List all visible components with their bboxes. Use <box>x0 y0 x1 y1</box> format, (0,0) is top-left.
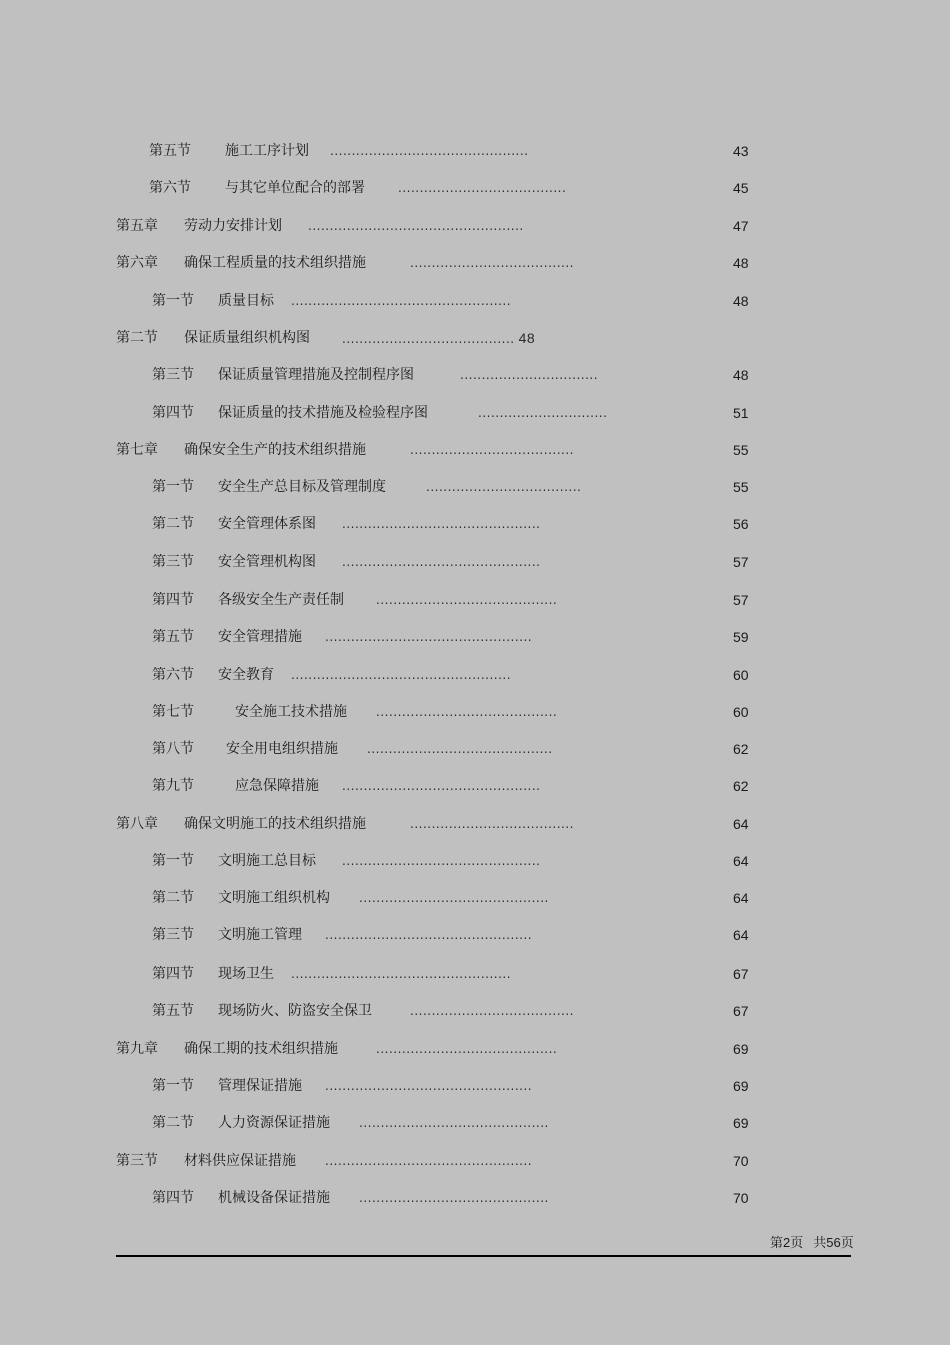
toc-page-number: 56 <box>733 516 749 532</box>
toc-section-title: 与其它单位配合的部署 <box>225 180 365 196</box>
toc-entry <box>4 850 946 872</box>
toc-entry <box>4 290 946 312</box>
toc-section-number: 第八章 <box>116 816 158 832</box>
toc-section-title: 现场卫生 <box>218 966 274 982</box>
toc-section-number: 第四节 <box>152 1190 194 1206</box>
toc-entry <box>4 589 946 611</box>
toc-section-title: 劳动力安排计划 <box>184 218 282 234</box>
toc-dot-leader: .......................................... <box>376 593 558 607</box>
toc-page-number: 60 <box>733 704 749 720</box>
toc-section-title: 安全教育 <box>218 667 274 683</box>
toc-entry <box>4 1075 946 1097</box>
toc-section-number: 第六节 <box>152 667 194 683</box>
toc-section-number: 第七章 <box>116 442 158 458</box>
toc-section-number: 第五章 <box>116 218 158 234</box>
toc-section-number: 第二节 <box>152 890 194 906</box>
page-footer <box>770 1232 864 1251</box>
toc-section-number: 第一节 <box>152 853 194 869</box>
toc-page-number: 43 <box>733 143 749 159</box>
toc-page-number: 48 <box>733 367 749 383</box>
toc-section-title: 文明施工总目标 <box>218 853 316 869</box>
toc-section-title: 材料供应保证措施 <box>184 1153 296 1169</box>
toc-dot-leader: ............................................ <box>359 1116 549 1130</box>
toc-dot-leader: ................................................ <box>325 630 533 644</box>
toc-dot-leader: .............................................. <box>342 779 541 793</box>
page-number: 第2页 <box>770 1235 804 1250</box>
toc-entry <box>4 701 946 723</box>
toc-entry <box>4 252 946 274</box>
toc-page-number: 48 <box>733 293 749 309</box>
toc-section-title: 机械设备保证措施 <box>218 1190 330 1206</box>
toc-page-number: 69 <box>733 1115 749 1131</box>
toc-section-title: 保证质量的技术措施及检验程序图 <box>218 405 428 421</box>
toc-page-number: 62 <box>733 778 749 794</box>
toc-section-number: 第一节 <box>152 1078 194 1094</box>
toc-page-number: 59 <box>733 629 749 645</box>
toc-page-number: 48 <box>733 255 749 271</box>
toc-entry <box>4 1000 946 1022</box>
toc-page-number: 57 <box>733 592 749 608</box>
toc-section-title: 文明施工管理 <box>218 927 302 943</box>
total-pages: 共56页 <box>813 1235 854 1250</box>
toc-entry <box>4 626 946 648</box>
toc-page-number: 69 <box>733 1041 749 1057</box>
document-page <box>4 4 946 1340</box>
toc-entry <box>4 1112 946 1134</box>
toc-section-title: 确保文明施工的技术组织措施 <box>184 816 366 832</box>
toc-dot-leader: ................................................ <box>325 928 533 942</box>
toc-entry <box>4 513 946 535</box>
footer-rule <box>116 1255 851 1257</box>
toc-entry <box>4 476 946 498</box>
toc-entry <box>4 215 946 237</box>
toc-page-number: 64 <box>733 853 749 869</box>
toc-section-number: 第一节 <box>152 479 194 495</box>
toc-dot-leader: .................................... <box>426 480 582 494</box>
toc-section-title: 安全用电组织措施 <box>226 741 338 757</box>
toc-section-number: 第二节 <box>116 330 158 346</box>
toc-dot-leader: ................................................... <box>291 294 512 308</box>
toc-page-number: 45 <box>733 180 749 196</box>
toc-page-number: 67 <box>733 1003 749 1019</box>
toc-dot-leader: .............................................. <box>342 517 541 531</box>
toc-section-number: 第九节 <box>152 778 194 794</box>
toc-page-number: 48 <box>518 330 536 346</box>
toc-page-number: 51 <box>733 405 749 421</box>
toc-section-title: 确保安全生产的技术组织措施 <box>184 442 366 458</box>
toc-entry <box>4 924 946 946</box>
toc-entry <box>4 738 946 760</box>
toc-section-number: 第一节 <box>152 293 194 309</box>
toc-section-title: 人力资源保证措施 <box>218 1115 330 1131</box>
toc-section-number: 第三节 <box>116 1153 158 1169</box>
toc-section-title: 保证质量组织机构图 <box>184 330 310 346</box>
toc-dot-leader: ........................................ 48 <box>342 330 536 346</box>
toc-entry <box>4 327 946 349</box>
toc-section-title: 安全施工技术措施 <box>235 704 347 720</box>
toc-dot-leader: ...................................... <box>410 256 574 270</box>
toc-entry <box>4 664 946 686</box>
toc-entry <box>4 177 946 199</box>
toc-section-title: 安全管理体系图 <box>218 516 316 532</box>
toc-section-title: 施工工序计划 <box>225 143 309 159</box>
toc-entry <box>4 364 946 386</box>
toc-section-number: 第三节 <box>152 367 194 383</box>
toc-dot-leader: ...................................... <box>410 1004 574 1018</box>
toc-page-number: 69 <box>733 1078 749 1094</box>
toc-section-number: 第九章 <box>116 1041 158 1057</box>
toc-dot-leader: ................................................ <box>325 1154 533 1168</box>
toc-page-number: 70 <box>733 1153 749 1169</box>
toc-dot-leader: .......................................... <box>376 1042 558 1056</box>
toc-dot-leader: .......................................... <box>376 705 558 719</box>
toc-dot-leader: ........................................... <box>367 742 553 756</box>
toc-section-title: 确保工程质量的技术组织措施 <box>184 255 366 271</box>
toc-section-number: 第八节 <box>152 741 194 757</box>
toc-entry <box>4 963 946 985</box>
toc-page-number: 55 <box>733 479 749 495</box>
toc-page-number: 70 <box>733 1190 749 1206</box>
toc-section-number: 第四节 <box>152 592 194 608</box>
toc-dot-leader: .............................................. <box>330 144 529 158</box>
toc-dot-leader: ................................ <box>460 368 599 382</box>
toc-page-number: 64 <box>733 890 749 906</box>
toc-entry <box>4 775 946 797</box>
toc-section-number: 第四节 <box>152 405 194 421</box>
toc-section-title: 文明施工组织机构 <box>218 890 330 906</box>
toc-page-number: 62 <box>733 741 749 757</box>
toc-section-number: 第七节 <box>152 704 194 720</box>
toc-dot-leader: .............................................. <box>342 854 541 868</box>
toc-dot-leader: .............................................. <box>342 555 541 569</box>
toc-section-number: 第六节 <box>149 180 191 196</box>
toc-dot-leader: ................................................... <box>291 668 512 682</box>
toc-section-title: 现场防火、防盗安全保卫 <box>218 1003 372 1019</box>
toc-dot-leader: .............................. <box>478 406 608 420</box>
toc-entry <box>4 1038 946 1060</box>
toc-section-title: 应急保障措施 <box>235 778 319 794</box>
toc-entry <box>4 140 946 162</box>
toc-entry <box>4 1150 946 1172</box>
toc-dot-leader: ................................................... <box>291 967 512 981</box>
toc-page-number: 64 <box>733 816 749 832</box>
toc-dot-leader: ................................................ <box>325 1079 533 1093</box>
toc-page-number: 57 <box>733 554 749 570</box>
toc-section-number: 第三节 <box>152 927 194 943</box>
toc-section-number: 第三节 <box>152 554 194 570</box>
toc-dot-leader: ............................................ <box>359 891 549 905</box>
toc-section-number: 第二节 <box>152 516 194 532</box>
toc-entry <box>4 439 946 461</box>
toc-dot-leader: ............................................ <box>359 1191 549 1205</box>
toc-page-number: 64 <box>733 927 749 943</box>
toc-dot-leader: ....................................... <box>398 181 567 195</box>
toc-entry <box>4 813 946 835</box>
toc-page-number: 60 <box>733 667 749 683</box>
toc-entry <box>4 551 946 573</box>
toc-page-number: 47 <box>733 218 749 234</box>
toc-entry <box>4 887 946 909</box>
toc-section-number: 第五节 <box>149 143 191 159</box>
toc-dot-leader: ...................................... <box>410 443 574 457</box>
toc-section-title: 质量目标 <box>218 293 274 309</box>
toc-section-title: 确保工期的技术组织措施 <box>184 1041 338 1057</box>
toc-section-title: 安全管理机构图 <box>218 554 316 570</box>
toc-page-number: 67 <box>733 966 749 982</box>
toc-entry <box>4 1187 946 1209</box>
toc-section-number: 第六章 <box>116 255 158 271</box>
toc-section-number: 第四节 <box>152 966 194 982</box>
toc-section-number: 第二节 <box>152 1115 194 1131</box>
toc-section-title: 安全生产总目标及管理制度 <box>218 479 386 495</box>
toc-dot-leader: ...................................... <box>410 817 574 831</box>
toc-dot-leader: .................................................. <box>308 219 524 233</box>
toc-page-number: 55 <box>733 442 749 458</box>
toc-entry <box>4 402 946 424</box>
toc-section-title: 保证质量管理措施及控制程序图 <box>218 367 414 383</box>
toc-section-title: 安全管理措施 <box>218 629 302 645</box>
toc-section-title: 各级安全生产责任制 <box>218 592 344 608</box>
toc-section-number: 第五节 <box>152 1003 194 1019</box>
toc-section-number: 第五节 <box>152 629 194 645</box>
toc-section-title: 管理保证措施 <box>218 1078 302 1094</box>
